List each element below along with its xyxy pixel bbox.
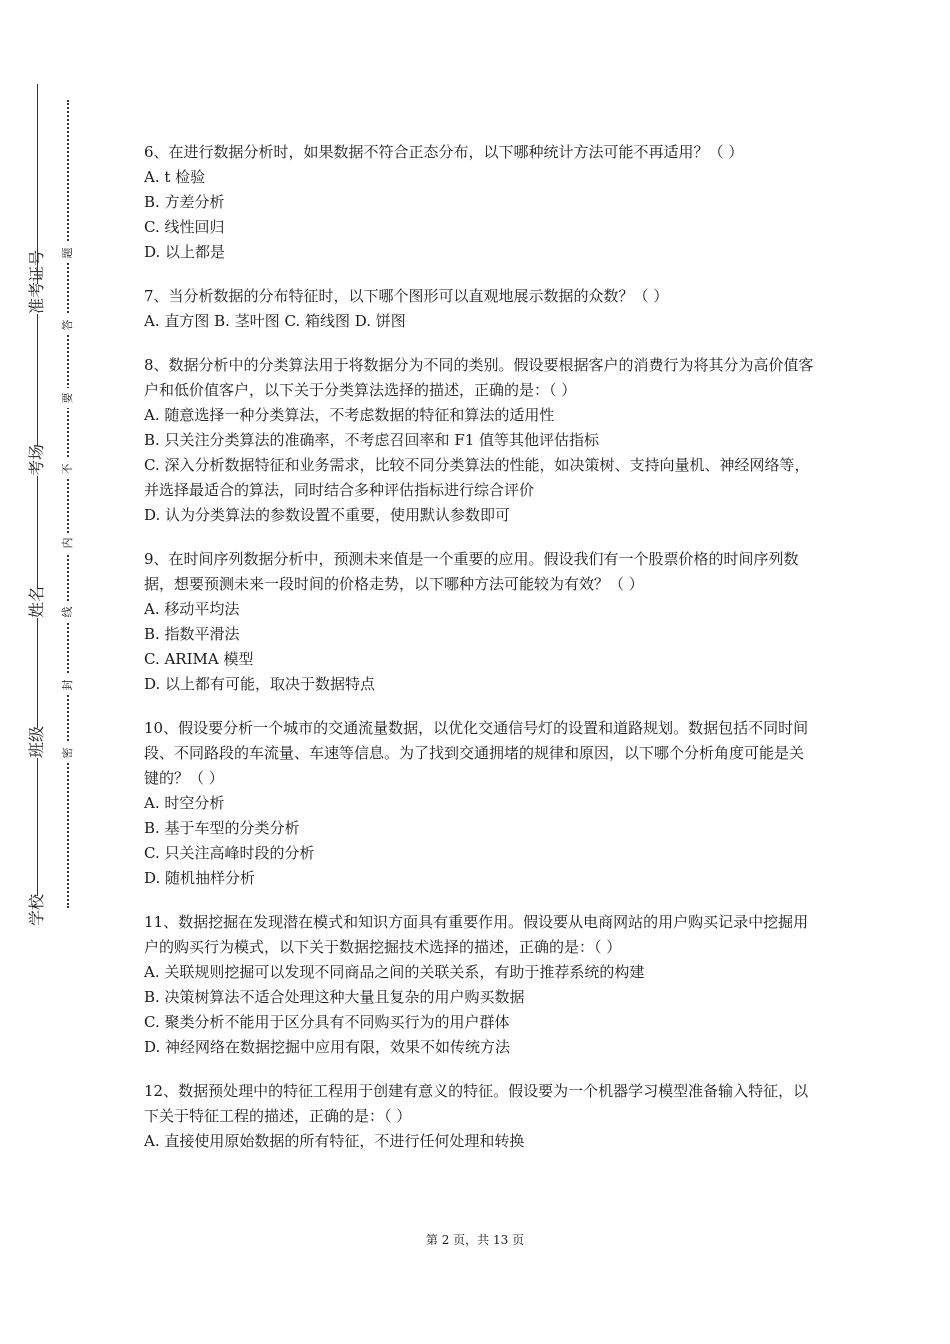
option-b: B. 基于车型的分类分析 (144, 819, 300, 837)
seal-dotted-line (67, 100, 69, 908)
seal-char: 不 (59, 459, 77, 479)
option-d: D. 认为分类算法的参数设置不重要，使用默认参数即可 (144, 506, 511, 524)
question-7 (144, 284, 814, 334)
question-stem: 12、数据预处理中的特征工程用于创建有意义的特征。假设要为一个机器学习模型准备输入特征，以下关于特征工程的描述，正确的是：（ ） (144, 1082, 809, 1125)
option-c: C. 线性回归 (144, 218, 225, 236)
option-b: B. 决策树算法不适合处理这种大量且复杂的用户购买数据 (144, 988, 525, 1006)
question-8 (144, 353, 814, 528)
field-label-class: 班级 (24, 728, 50, 758)
option-c: C. 聚类分析不能用于区分具有不同购买行为的用户群体 (144, 1013, 510, 1031)
seal-char: 封 (59, 675, 77, 695)
question-6 (144, 140, 814, 265)
option-c: C. 只关注高峰时段的分析 (144, 844, 315, 862)
option-d: D. 神经网络在数据挖掘中应用有限，效果不如传统方法 (144, 1038, 511, 1056)
option-c: C. ARIMA 模型 (144, 650, 254, 668)
option-d: D. 随机抽样分析 (144, 869, 256, 887)
binding-solid-line (37, 84, 38, 924)
question-stem: 8、数据分析中的分类算法用于将数据分为不同的类别。假设要根据客户的消费行为将其分为高价值客户和低价值客户，以下关于分类算法选择的描述，正确的是：（ ） (144, 356, 814, 399)
question-12 (144, 1079, 814, 1154)
option-a: A. 关联规则挖掘可以发现不同商品之间的关联关系，有助于推荐系统的构建 (144, 963, 645, 981)
option-b: B. 指数平滑法 (144, 625, 240, 643)
seal-char: 题 (59, 243, 77, 263)
question-list (144, 140, 814, 1173)
seal-char: 密 (59, 743, 77, 763)
seal-char: 内 (59, 533, 77, 553)
option-a: A. 随意选择一种分类算法，不考虑数据的特征和算法的适用性 (144, 406, 555, 424)
binding-margin (0, 0, 120, 1344)
option-a: A. 移动平均法 (144, 600, 240, 618)
question-stem: 7、当分析数据的分布特征时，以下哪个图形可以直观地展示数据的众数？（ ） (144, 287, 669, 305)
option-b: B. 只关注分类算法的准确率，不考虑召回率和 F1 值等其他评估指标 (144, 431, 600, 449)
option-line: A. 直方图 B. 茎叶图 C. 箱线图 D. 饼图 (144, 312, 406, 330)
question-stem: 11、数据挖掘在发现潜在模式和知识方面具有重要作用。假设要从电商网站的用户购买记录中挖掘用户的购买行为模式，以下关于数据挖掘技术选择的描述，正确的是：（ ） (144, 913, 809, 956)
seal-char: 答 (59, 315, 77, 335)
field-label-admission-number: 准考证号 (24, 284, 50, 314)
seal-char: 线 (59, 602, 77, 622)
option-b: B. 方差分析 (144, 193, 225, 211)
field-label-name: 姓名 (24, 588, 50, 618)
question-stem: 9、在时间序列数据分析中，预测未来值是一个重要的应用。假设我们有一个股票价格的时间序列数据，想要预测未来一段时间的价格走势，以下哪种方法可能较为有效？（ ） (144, 550, 799, 593)
option-d: D. 以上都有可能，取决于数据特点 (144, 675, 376, 693)
option-d: D. 以上都是 (144, 243, 226, 261)
field-label-exam-room: 考场 (24, 446, 50, 476)
seal-char: 要 (59, 388, 77, 408)
option-c: C. 深入分析数据特征和业务需求，比较不同分类算法的性能，如决策树、支持向量机、神经网络等，并选择最适合的算法，同时结合多种评估指标进行综合评价 (144, 456, 810, 499)
question-stem: 6、在进行数据分析时，如果数据不符合正态分布，以下哪种统计方法可能不再适用？（ ） (144, 143, 744, 161)
page-footer: 第 2 页，共 13 页 (425, 1233, 525, 1247)
option-a: A. 时空分析 (144, 794, 225, 812)
question-9 (144, 547, 814, 697)
option-a: A. t 检验 (144, 168, 206, 186)
field-label-school: 学校 (24, 896, 50, 926)
option-a: A. 直接使用原始数据的所有特征，不进行任何处理和转换 (144, 1132, 525, 1150)
question-10 (144, 716, 814, 891)
question-stem: 10、假设要分析一个城市的交通流量数据，以优化交通信号灯的设置和道路规划。数据包括不同时间段、不同路段的车流量、车速等信息。为了找到交通拥堵的规律和原因，以下哪个分析角度可能是关键的？（ ） (144, 719, 809, 787)
question-11 (144, 910, 814, 1060)
